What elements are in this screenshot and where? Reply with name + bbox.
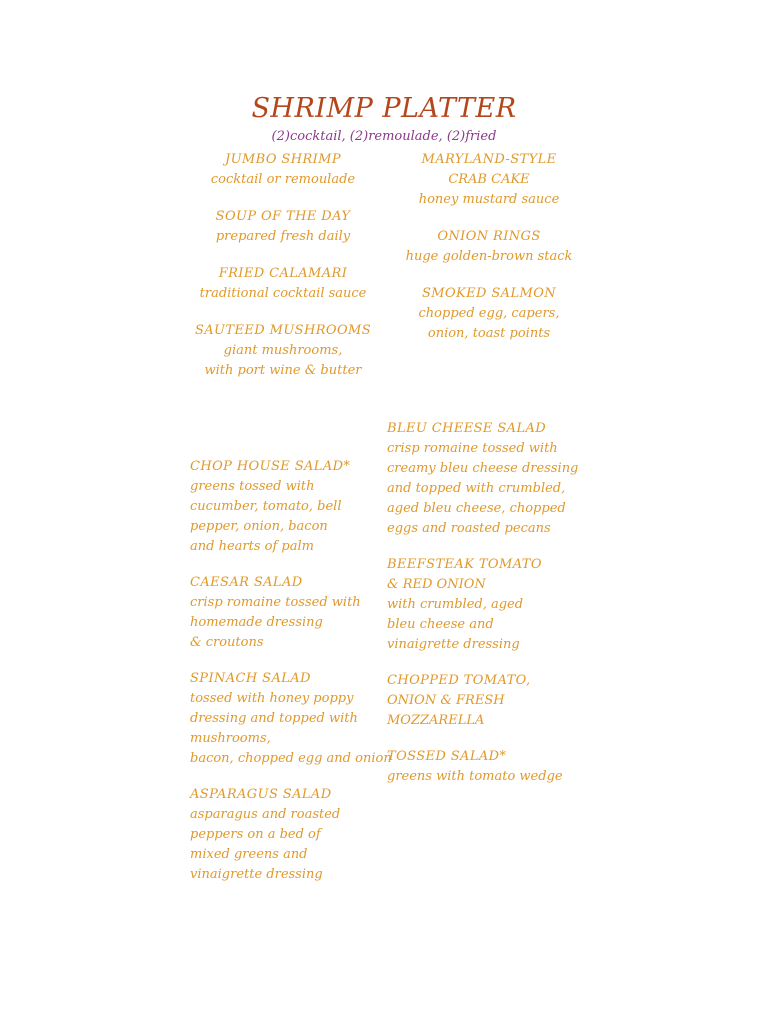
- menu-item: [405, 284, 573, 344]
- menu-item: [387, 747, 587, 787]
- menu-item-description: vinaigrette dressing: [190, 867, 323, 882]
- salads-left-column: [190, 457, 390, 885]
- menu-subtitle: (2)cocktail, (2)remoulade, (2)fried: [271, 129, 497, 144]
- menu-item: [405, 227, 573, 267]
- menu-item-description: greens tossed with: [190, 479, 315, 494]
- menu-item-description: mixed greens and: [190, 847, 308, 862]
- menu-item-description: vinaigrette dressing: [387, 637, 520, 652]
- menu-item-description: with crumbled, aged: [387, 597, 524, 612]
- menu-item-description: greens with tomato wedge: [387, 769, 563, 784]
- menu-item-name: BEEFSTEAK TOMATO: [387, 557, 542, 572]
- menu-item-name: TOSSED SALAD*: [387, 749, 507, 764]
- menu-item-description: crisp romaine tossed with: [190, 595, 361, 610]
- menu-item-description: & croutons: [190, 635, 264, 650]
- menu-item: [185, 150, 381, 190]
- menu-item-name: ONION RINGS: [437, 229, 541, 244]
- menu-item-description: prepared fresh daily: [215, 229, 351, 244]
- menu-item-description: aged bleu cheese, chopped: [387, 501, 566, 516]
- menu-item-description: & RED ONION: [387, 577, 486, 592]
- menu-item-name: SAUTEED MUSHROOMS: [194, 323, 372, 338]
- menu-item-description: CRAB CAKE: [448, 172, 530, 187]
- menu-item-description: cucumber, tomato, bell: [190, 499, 342, 514]
- appetizers-left-column: [185, 150, 381, 381]
- menu-item: [387, 671, 587, 731]
- menu-item-description: cocktail or remoulade: [210, 172, 356, 187]
- menu-item-name: SPINACH SALAD: [190, 671, 311, 686]
- menu-item-description: onion, toast points: [427, 326, 551, 341]
- menu-item-name: CHOP HOUSE SALAD*: [190, 459, 351, 474]
- menu-item: [405, 150, 573, 210]
- menu-item: [185, 264, 381, 304]
- menu-item: [190, 669, 390, 769]
- menu-item-description: with port wine & butter: [204, 363, 362, 378]
- menu-item-name: MARYLAND-STYLE: [421, 152, 557, 167]
- menu-item-description: bleu cheese and: [387, 617, 494, 632]
- menu-item-description: and hearts of palm: [190, 539, 314, 554]
- menu-item-name: FRIED CALAMARI: [218, 266, 348, 281]
- menu-item-name: SOUP OF THE DAY: [215, 209, 351, 224]
- salads-right-column: [387, 419, 587, 787]
- menu-item-description: chopped egg, capers,: [418, 306, 560, 321]
- menu-item: [190, 457, 390, 557]
- menu-item-description: giant mushrooms,: [223, 343, 343, 358]
- menu-item-description: eggs and roasted pecans: [387, 521, 551, 536]
- menu-item-description: and topped with crumbled,: [387, 481, 566, 496]
- menu-item-description: honey mustard sauce: [418, 192, 560, 207]
- menu-item-name: BLEU CHEESE SALAD: [387, 421, 547, 436]
- menu-item-description: homemade dressing: [190, 615, 323, 630]
- menu-item-name: ASPARAGUS SALAD: [190, 787, 332, 802]
- menu-item-description: MOZZARELLA: [387, 713, 485, 728]
- menu-item-description: ONION & FRESH: [387, 693, 505, 708]
- menu-item-description: bacon, chopped egg and onion: [190, 751, 392, 766]
- menu-title: SHRIMP PLATTER: [251, 93, 517, 124]
- menu-item-name: CHOPPED TOMATO,: [387, 673, 531, 688]
- menu-item-description: asparagus and roasted: [190, 807, 341, 822]
- menu-item-description: crisp romaine tossed with: [387, 441, 558, 456]
- menu-item-name: JUMBO SHRIMP: [224, 152, 342, 167]
- menu-item-description: creamy bleu cheese dressing: [387, 461, 579, 476]
- menu-item-description: tossed with honey poppy: [190, 691, 354, 706]
- menu-item-description: traditional cocktail sauce: [199, 286, 367, 301]
- menu-item-description: peppers on a bed of: [190, 827, 321, 842]
- menu-item: [190, 573, 390, 653]
- menu-item-name: CAESAR SALAD: [190, 575, 303, 590]
- menu-item: [185, 207, 381, 247]
- menu-item-description: mushrooms,: [190, 731, 271, 746]
- menu-item: [387, 555, 587, 655]
- menu-item-name: SMOKED SALMON: [421, 286, 557, 301]
- menu-item-description: huge golden-brown stack: [405, 249, 573, 264]
- menu-item-description: pepper, onion, bacon: [190, 519, 328, 534]
- menu-item: [190, 785, 390, 885]
- menu-item: [185, 321, 381, 381]
- menu-item: [387, 419, 587, 539]
- appetizers-right-column: [405, 150, 573, 344]
- menu-item-description: dressing and topped with: [190, 711, 358, 726]
